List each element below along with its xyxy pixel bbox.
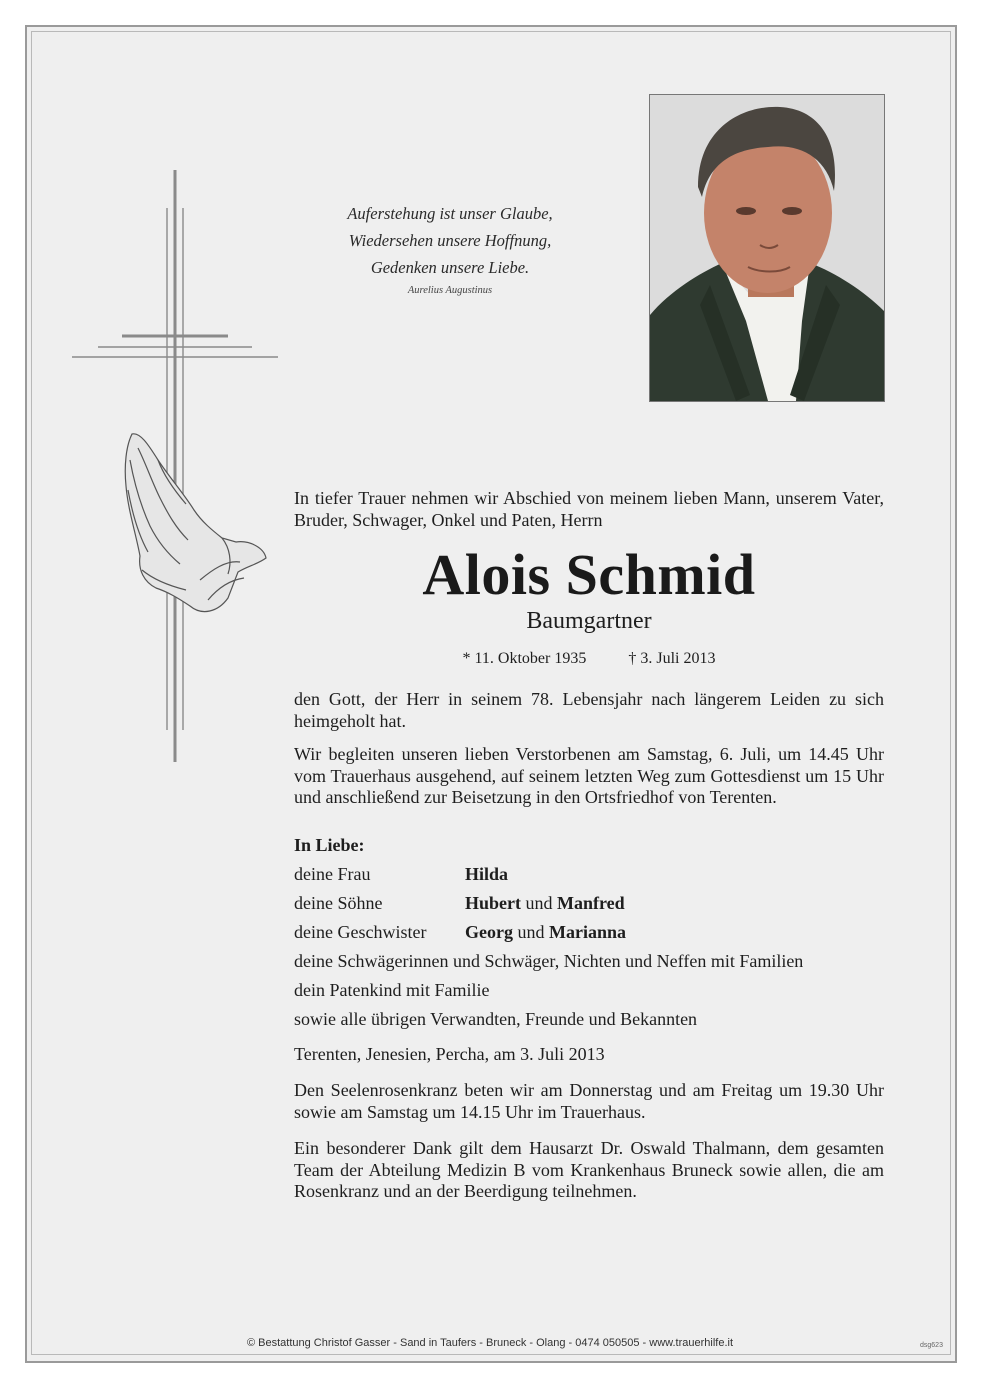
- mourner-row-siblings: [294, 918, 884, 947]
- birth-date: * 11. Oktober 1935: [462, 650, 587, 667]
- quote-line-1: Auferstehung ist unser Glaube,: [347, 204, 553, 223]
- conjunction: und: [521, 892, 557, 913]
- notice-text: [294, 488, 884, 1203]
- funeral-text: Wir begleiten unseren lieben Verstorbenen am Samstag, 6. Juli, um 14.45 Uhr vom Trauerhaus ausgehend, auf seinem letzten Weg zum Gottesdienst um 15 Uhr und anschließend zur Beisetzung in den Ortsfriedhof von Terenten.: [294, 744, 884, 807]
- portrait-photo: [649, 94, 885, 402]
- mourner-label: deine Söhne: [294, 892, 383, 913]
- rosary-text: Den Seelenrosenkranz beten wir am Donnerstag und am Freitag um 19.30 Uhr sowie am Samstag um 14.15 Uhr im Trauerhaus.: [294, 1080, 884, 1122]
- thanks-text: Ein besonderer Dank gilt dem Hausarzt Dr. Oswald Thalmann, dem gesamten Team der Abteilung Medizin B vom Krankenhaus Bruneck sowie allen, die am Rosenkranz und an der Beerdigung teilnehmen.: [294, 1138, 884, 1201]
- mourner-row-godchild: dein Patenkind mit Familie: [294, 979, 490, 1000]
- quote-block: [300, 200, 600, 301]
- mourners-heading: In Liebe:: [294, 834, 365, 855]
- deceased-nickname: Baumgartner: [526, 608, 652, 634]
- mourner-name: Hubert: [465, 892, 521, 913]
- life-dates: [294, 649, 884, 669]
- intro-text: In tiefer Trauer nehmen wir Abschied von meinem lieben Mann, unserem Vater, Bruder, Schwager, Onkel und Paten, Herrn: [294, 488, 884, 530]
- mourner-label: deine Frau: [294, 863, 371, 884]
- praying-hands-icon: [118, 430, 268, 620]
- mourner-name: Marianna: [548, 921, 626, 942]
- mourner-row-inlaws: deine Schwägerinnen und Schwäger, Nichten und Neffen mit Familien: [294, 950, 804, 971]
- death-date: † 3. Juli 2013: [628, 650, 716, 667]
- mourner-label: deine Geschwister: [294, 921, 427, 942]
- mourner-row-wife: [294, 860, 884, 889]
- footer-credits: © Bestattung Christof Gasser - Sand in Taufers - Bruneck - Olang - 0474 050505 - www.trauerhilfe.it: [246, 1337, 734, 1349]
- quote-author: Aurelius Augustinus: [407, 285, 493, 296]
- mourner-name: Georg: [465, 921, 513, 942]
- document-code: dsg623: [920, 1342, 943, 1349]
- mourner-name: Manfred: [557, 892, 625, 913]
- conjunction: und: [512, 921, 549, 942]
- deceased-name: Alois Schmid: [422, 542, 756, 607]
- quote-line-3: Gedenken unsere Liebe.: [370, 258, 530, 277]
- passing-text: den Gott, der Herr in seinem 78. Lebensjahr nach längerem Leiden zu sich heimgeholt hat.: [294, 689, 884, 731]
- mourner-row-relatives: sowie alle übrigen Verwandten, Freunde und Bekannten: [294, 1008, 698, 1029]
- place-date: Terenten, Jenesien, Percha, am 3. Juli 2013: [294, 1043, 605, 1064]
- mourner-row-sons: [294, 889, 884, 918]
- mourner-name: Hilda: [465, 863, 509, 884]
- quote-line-2: Wiedersehen unsere Hoffnung,: [348, 231, 552, 250]
